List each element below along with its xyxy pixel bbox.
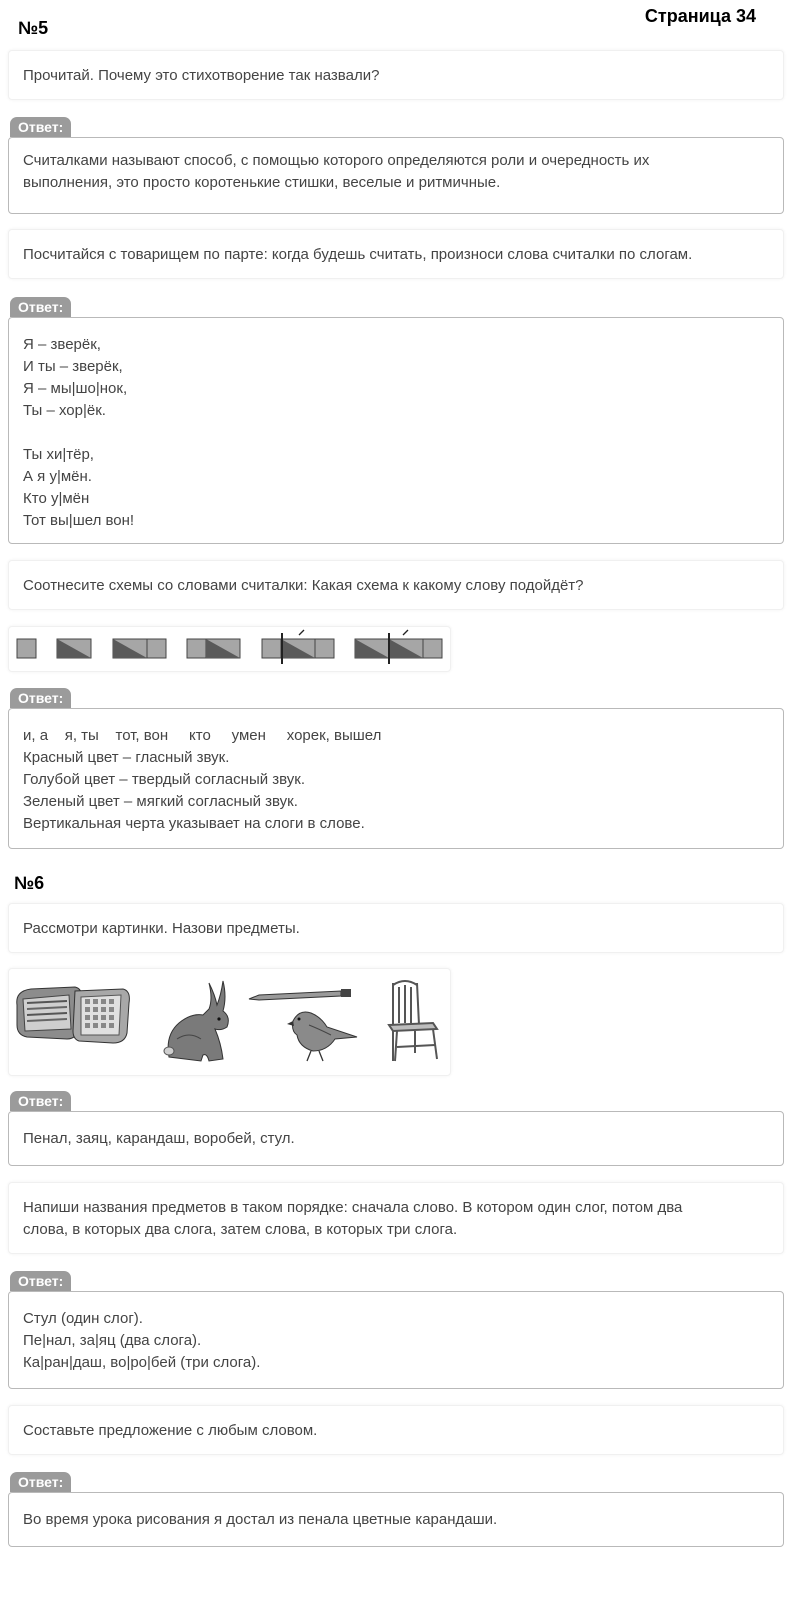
answer-label: Ответ: bbox=[10, 1271, 71, 1291]
question-card bbox=[8, 1182, 784, 1254]
answer-line: Во время урока рисования я достал из пенала цветные карандаши. bbox=[23, 1511, 498, 1528]
chair-icon bbox=[389, 981, 437, 1061]
answer-line: и, а я, ты тот, вон кто умен хорек, вышел bbox=[23, 727, 382, 744]
question-text: Составьте предложение с любым словом. bbox=[23, 1422, 318, 1439]
sound-schemes-panel bbox=[8, 626, 451, 672]
answer-label: Ответ: bbox=[10, 688, 71, 708]
answer-line: А я у|мён. bbox=[23, 468, 92, 485]
answer-line: Пенал, заяц, карандаш, воробей, стул. bbox=[23, 1130, 295, 1147]
answer-line: И ты – зверёк, bbox=[23, 358, 123, 375]
page-title: Страница 34 bbox=[644, 6, 756, 26]
question-text: Прочитай. Почему это стихотворение так назвали? bbox=[23, 67, 380, 84]
answer-line: Стул (один слог). bbox=[23, 1310, 143, 1327]
answer-line: Считалками называют способ, с помощью которого определяются роли и очередность их bbox=[23, 152, 650, 169]
answer-line: Ты – хор|ёк. bbox=[23, 402, 106, 419]
scheme-1 bbox=[17, 639, 36, 658]
question-text: Рассмотри картинки. Назови предметы. bbox=[23, 920, 300, 937]
answer-box bbox=[8, 1111, 784, 1166]
answer-label: Ответ: bbox=[10, 117, 71, 137]
question-text: Посчитайся с товарищем по парте: когда будешь считать, произноси слова считалки по слогам. bbox=[23, 246, 693, 263]
answer-line: Я – зверёк, bbox=[23, 336, 101, 353]
answer-box bbox=[8, 1291, 784, 1389]
section-number: №5 bbox=[18, 18, 49, 38]
sparrow-icon bbox=[287, 1012, 357, 1061]
scheme-3 bbox=[113, 639, 166, 658]
answer-box bbox=[8, 708, 784, 849]
answer-line: Ка|ран|даш, во|ро|бей (три слога). bbox=[23, 1354, 261, 1371]
question-card bbox=[8, 50, 784, 100]
answer-line: Красный цвет – гласный звук. bbox=[23, 749, 230, 766]
scheme-6 bbox=[355, 630, 442, 664]
answer-line: Вертикальная черта указывает на слоги в слове. bbox=[23, 815, 365, 832]
answer-label: Ответ: bbox=[10, 297, 71, 317]
answer-line: Пе|нал, за|яц (два слога). bbox=[23, 1332, 202, 1349]
answer-line: Ты хи|тёр, bbox=[23, 446, 94, 463]
answer-line: Зеленый цвет – мягкий согласный звук. bbox=[23, 793, 298, 810]
question-text: Соотнесите схемы со словами считалки: Какая схема к какому слову подойдёт? bbox=[23, 577, 584, 594]
question-card bbox=[8, 229, 784, 279]
sound-schemes bbox=[9, 627, 452, 673]
answer-line: Тот вы|шел вон! bbox=[23, 512, 135, 529]
question-text: Напиши названия предметов в таком порядке: сначала слово. В котором один слог, потом два bbox=[23, 1199, 683, 1216]
scheme-2 bbox=[57, 639, 91, 658]
answer-line bbox=[23, 422, 769, 444]
pencil-case-icon bbox=[17, 987, 130, 1043]
scheme-4 bbox=[187, 639, 240, 658]
question-card bbox=[8, 1405, 784, 1455]
question-text: слова, в которых два слога, затем слова, в которых три слога. bbox=[23, 1221, 458, 1238]
question-card bbox=[8, 560, 784, 610]
answer-line: выполнения, это просто коротенькие стишки, веселые и ритмичные. bbox=[23, 174, 501, 191]
answer-label: Ответ: bbox=[10, 1472, 71, 1492]
answer-line: Я – мы|шо|нок, bbox=[23, 380, 128, 397]
answer-box bbox=[8, 1492, 784, 1547]
pencil-icon bbox=[249, 989, 351, 1000]
answer-box bbox=[8, 317, 784, 544]
section-number: №6 bbox=[14, 873, 45, 893]
scheme-5 bbox=[262, 630, 334, 664]
answer-box bbox=[8, 137, 784, 214]
answer-line: Кто у|мён bbox=[23, 490, 90, 507]
pictures bbox=[9, 969, 452, 1077]
hare-icon bbox=[164, 981, 228, 1061]
pictures-panel bbox=[8, 968, 451, 1076]
answer-line: Голубой цвет – твердый согласный звук. bbox=[23, 771, 306, 788]
question-card bbox=[8, 903, 784, 953]
answer-label: Ответ: bbox=[10, 1091, 71, 1111]
